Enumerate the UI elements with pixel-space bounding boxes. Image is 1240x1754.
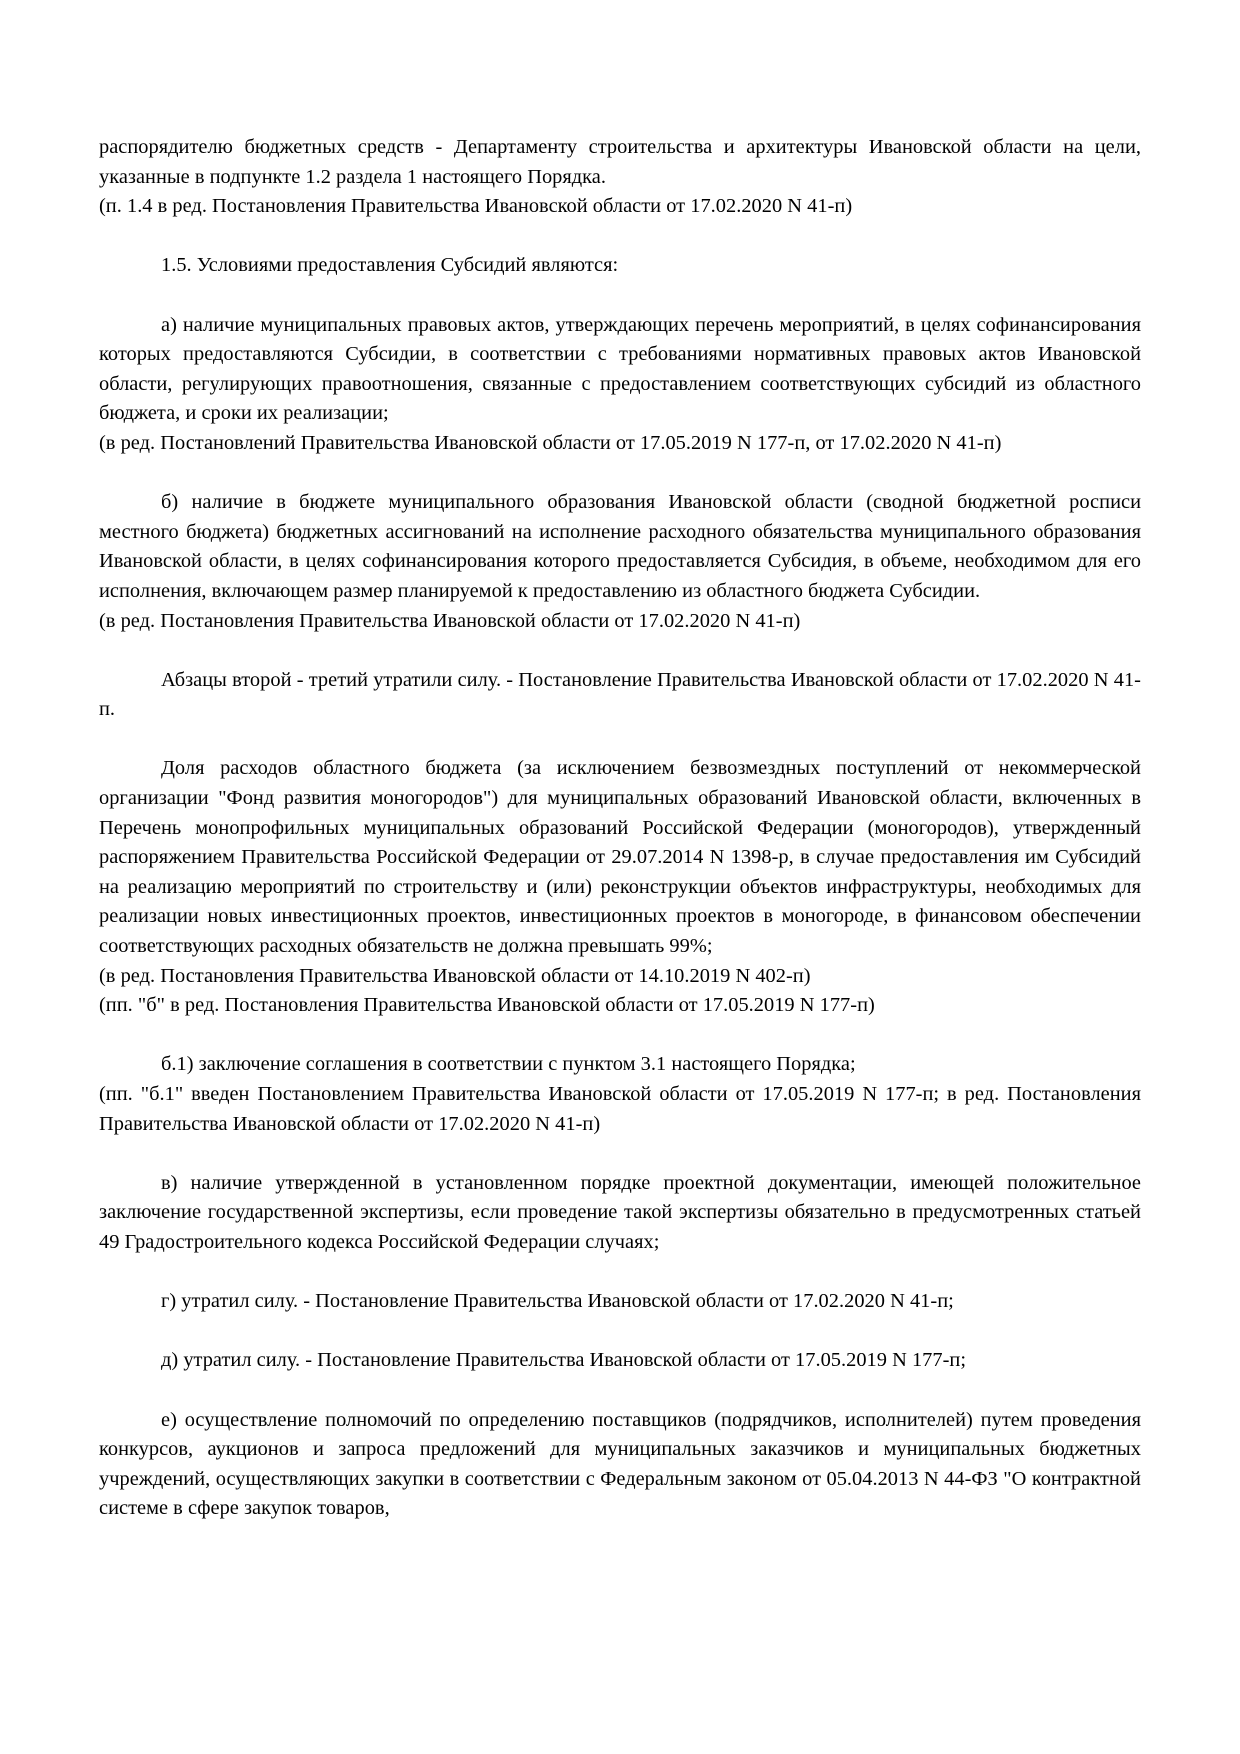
clause-v: в) наличие утвержденной в установленном порядке проектной документации, имеющей положительное заключение государственной экспертизы, если проведение такой экспертизы обязательно в предусмотренных статьей 49 Градостроительного кодекса Российской Федерации случаях; bbox=[99, 1171, 1141, 1253]
paragraph-spacer bbox=[99, 1021, 1141, 1051]
clause-g: г) утратил силу. - Постановление Правительства Ивановской области от 17.02.2020 N 41-п; bbox=[161, 1290, 954, 1313]
clause-1-5-heading: 1.5. Условиями предоставления Субсидий являются: bbox=[161, 254, 619, 277]
paragraph-spacer bbox=[99, 636, 1141, 666]
paragraph-spacer bbox=[99, 1317, 1141, 1347]
amendment-note: (пп. "б" в ред. Постановления Правительства Ивановской области от 17.05.2019 N 177-п) bbox=[99, 994, 875, 1017]
paragraph-spacer bbox=[99, 1139, 1141, 1169]
amendment-note: (п. 1.4 в ред. Постановления Правительства Ивановской области от 17.02.2020 N 41-п) bbox=[99, 195, 853, 218]
clause-e: е) осуществление полномочий по определению поставщиков (подрядчиков, исполнителей) путем проведения конкурсов, аукционов и запроса предложений для муниципальных заказчиков и муниципальных бюджетных учреждений, осуществляющих закупки в соответствии с Федеральным законом от 05.04.2013 N 44-ФЗ "О контрактной системе в сфере закупок товаров, bbox=[99, 1408, 1141, 1520]
amendment-note: (в ред. Постановлений Правительства Ивановской области от 17.05.2019 N 177-п, от 17.02.2020 N 41-п) bbox=[99, 431, 1002, 454]
clause-b: б) наличие в бюджете муниципального образования Ивановской области (сводной бюджетной росписи местного бюджета) бюджетных ассигнований на исполнение расходного обязательства муниципального образования Ивановской области, в целях софинансирования которого предоставляется Субсидия, в объеме, необходимом для его исполнения, включающем размер планируемой к предоставлению из областного бюджета Субсидии. bbox=[99, 491, 1141, 602]
share-of-expenses-paragraph: Доля расходов областного бюджета (за исключением безвозмездных поступлений от некоммерческой организации "Фонд развития моногородов") для муниципальных образований Ивановской области, включенных в Перечень монопрофильных муниципальных образований Российской Федерации (моногородов), утвержденный распоряжением Правительства Российской Федерации от 29.07.2014 N 1398-р, в случае предоставления им Субсидий на реализацию мероприятий по строительству и (или) реконструкции объектов инфраструктуры, необходимых для реализации новых инвестиционных проектов, инвестиционных проектов в моногороде, в финансовом обеспечении соответствующих расходных обязательств не должна превышать 99%; bbox=[99, 757, 1141, 958]
document-text-column bbox=[99, 133, 1141, 1524]
amendment-note: (в ред. Постановления Правительства Ивановской области от 17.02.2020 N 41-п) bbox=[99, 609, 801, 632]
paragraph-spacer bbox=[99, 222, 1141, 252]
paragraph-spacer bbox=[99, 281, 1141, 311]
clause-b1: б.1) заключение соглашения в соответствии с пунктом 3.1 настоящего Порядка; bbox=[161, 1053, 856, 1076]
paragraph-spacer bbox=[99, 1376, 1141, 1406]
repealed-paragraphs-note: Абзацы второй - третий утратили силу. - Постановление Правительства Ивановской области от 17.02.2020 N 41-п. bbox=[99, 668, 1141, 721]
paragraph-continuation: распорядителю бюджетных средств - Департаменту строительства и архитектуры Ивановской области на цели, указанные в подпункте 1.2 раздела 1 настоящего Порядка. bbox=[99, 136, 1141, 188]
paragraph-spacer bbox=[99, 459, 1141, 489]
clause-a: а) наличие муниципальных правовых актов, утверждающих перечень мероприятий, в целях софинансирования которых предоставляются Субсидии, в соответствии с требованиями нормативных правовых актов Ивановской области, регулирующих правоотношения, связанные с предоставлением соответствующих субсидий из областного бюджета, и сроки их реализации; bbox=[99, 313, 1141, 425]
paragraph-spacer bbox=[99, 1258, 1141, 1288]
amendment-note: (в ред. Постановления Правительства Ивановской области от 14.10.2019 N 402-п) bbox=[99, 964, 811, 987]
paragraph-spacer bbox=[99, 725, 1141, 755]
clause-d: д) утратил силу. - Постановление Правительства Ивановской области от 17.05.2019 N 177-п; bbox=[161, 1349, 967, 1372]
amendment-note: (пп. "б.1" введен Постановлением Правительства Ивановской области от 17.05.2019 N 177-п; в ред. Постановления Правительства Ивановской области от 17.02.2020 N 41-п) bbox=[99, 1083, 1141, 1135]
